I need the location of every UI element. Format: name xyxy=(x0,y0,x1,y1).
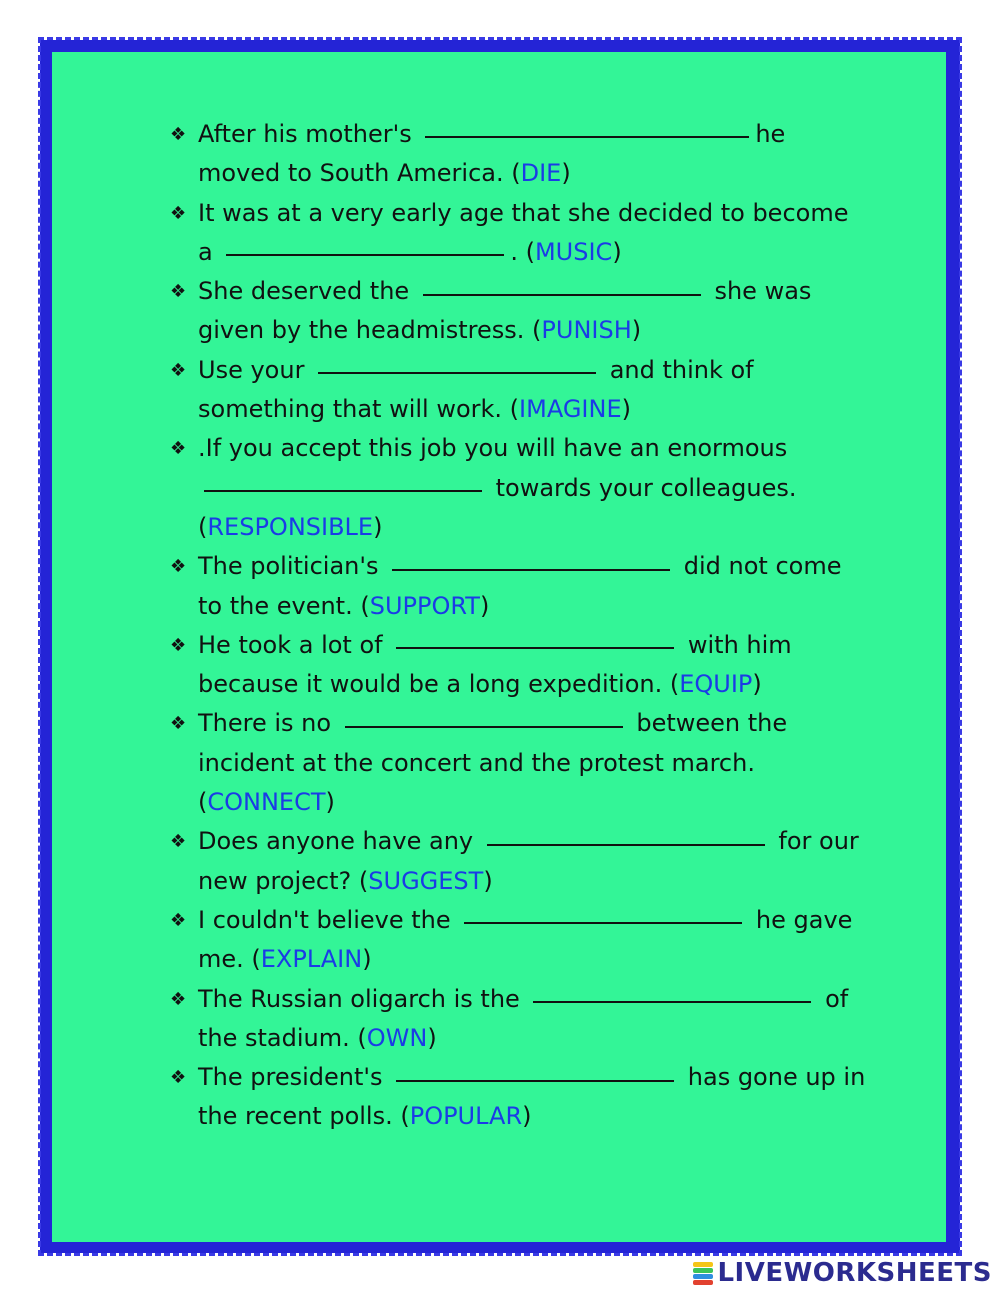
exercise-list xyxy=(170,115,870,1137)
cue-close: ) xyxy=(522,1102,532,1131)
sentence-end: with him because it would be a long expedition. ( xyxy=(198,630,792,699)
word-cue: EXPLAIN xyxy=(260,945,363,974)
sentence-start: The Russian oligarch is the xyxy=(198,984,528,1013)
sentence-end: he moved to South America. ( xyxy=(198,120,786,188)
word-cue: PUNISH xyxy=(541,316,632,345)
sentence-start: Does anyone have any xyxy=(198,827,481,856)
cue-close: ) xyxy=(427,1023,437,1052)
cue-close: ) xyxy=(612,237,622,266)
sentence-end: for our new project? ( xyxy=(198,827,859,895)
diamond-bullet-icon: ❖ xyxy=(170,556,187,578)
sentence-end: towards your colleagues. ( xyxy=(198,473,797,541)
sentence-end: . ( xyxy=(510,237,535,266)
sentence-start: She deserved the xyxy=(198,277,417,306)
sentence-end: of the stadium. ( xyxy=(198,984,849,1052)
answer-blank[interactable] xyxy=(464,921,742,924)
list-item xyxy=(170,547,870,626)
sentence-start: The politician's xyxy=(198,552,387,581)
sentence-end: has gone up in the recent polls. ( xyxy=(198,1063,866,1131)
logo-mark-icon xyxy=(693,1261,713,1285)
logo-text: LIVEWORKSHEETS xyxy=(717,1258,992,1288)
list-item xyxy=(170,822,870,901)
cue-close: ) xyxy=(752,670,762,699)
diamond-bullet-icon: ❖ xyxy=(170,909,187,931)
answer-blank[interactable] xyxy=(425,135,749,138)
sentence-start: There is no xyxy=(198,709,339,738)
answer-blank[interactable] xyxy=(226,253,504,256)
answer-blank[interactable] xyxy=(423,293,701,296)
sentence-end: she was given by the headmistress. ( xyxy=(198,277,812,345)
cue-close: ) xyxy=(483,866,493,895)
list-item xyxy=(170,429,870,547)
cue-close: ) xyxy=(362,945,372,974)
cue-close: ) xyxy=(373,512,383,541)
cue-close: ) xyxy=(561,159,571,188)
sentence-start: Use your xyxy=(198,355,313,384)
diamond-bullet-icon: ❖ xyxy=(170,438,187,460)
logo-mark-segment xyxy=(693,1280,713,1285)
cue-close: ) xyxy=(479,591,490,620)
sentence-end: did not come to the event. ( xyxy=(198,552,842,620)
word-cue: OWN xyxy=(366,1023,428,1052)
list-item xyxy=(170,901,870,980)
word-cue: CONNECT xyxy=(207,788,326,817)
logo-mark-segment xyxy=(693,1268,713,1273)
answer-blank[interactable] xyxy=(318,371,596,374)
logo-mark-segment xyxy=(693,1262,713,1267)
sentence-end: and think of something that will work. ( xyxy=(198,355,754,424)
sentence-start: After his mother's xyxy=(198,120,420,148)
liveworksheets-logo xyxy=(693,1259,992,1287)
answer-blank[interactable] xyxy=(204,489,482,492)
sentence-start: The president's xyxy=(198,1063,391,1092)
word-cue: IMAGINE xyxy=(519,395,622,424)
answer-blank[interactable] xyxy=(345,725,623,728)
diamond-bullet-icon: ❖ xyxy=(170,988,187,1010)
answer-blank[interactable] xyxy=(487,843,765,846)
diamond-bullet-icon: ❖ xyxy=(170,831,187,853)
cue-close: ) xyxy=(621,395,631,424)
diamond-bullet-icon: ❖ xyxy=(170,124,187,145)
list-item xyxy=(170,115,870,194)
answer-blank[interactable] xyxy=(396,646,674,649)
diamond-bullet-icon: ❖ xyxy=(170,1067,187,1089)
sentence-start: .If you accept this job you will have an enormous xyxy=(198,434,788,463)
diamond-bullet-icon: ❖ xyxy=(170,713,187,735)
sentence-start: It was at a very early age that she decided to become a xyxy=(198,198,849,266)
sentence-start: He took a lot of xyxy=(198,630,391,659)
word-cue: MUSIC xyxy=(534,237,613,266)
word-cue: EQUIP xyxy=(679,670,753,699)
list-item xyxy=(170,1058,870,1137)
list-item xyxy=(170,980,870,1059)
cue-close: ) xyxy=(631,316,642,345)
word-cue: SUPPORT xyxy=(369,591,480,620)
word-cue: POPULAR xyxy=(409,1102,523,1131)
word-cue: RESPONSIBLE xyxy=(207,512,374,541)
answer-blank[interactable] xyxy=(396,1079,674,1082)
list-item xyxy=(170,194,870,273)
sentence-end: between the incident at the concert and the protest march. ( xyxy=(198,709,788,817)
list-item xyxy=(170,626,870,705)
diamond-bullet-icon: ❖ xyxy=(170,359,187,381)
answer-blank[interactable] xyxy=(392,568,670,571)
word-cue: SUGGEST xyxy=(368,866,484,895)
cue-close: ) xyxy=(325,788,335,817)
logo-mark-segment xyxy=(693,1274,713,1279)
diamond-bullet-icon: ❖ xyxy=(170,281,187,303)
answer-blank[interactable] xyxy=(533,1000,811,1003)
sentence-end: he gave me. ( xyxy=(198,905,853,974)
word-cue: DIE xyxy=(520,159,562,188)
diamond-bullet-icon: ❖ xyxy=(170,634,187,656)
list-item xyxy=(170,704,870,822)
diamond-bullet-icon: ❖ xyxy=(170,202,187,224)
list-item xyxy=(170,272,870,351)
sentence-start: I couldn't believe the xyxy=(198,905,459,934)
list-item xyxy=(170,351,870,430)
